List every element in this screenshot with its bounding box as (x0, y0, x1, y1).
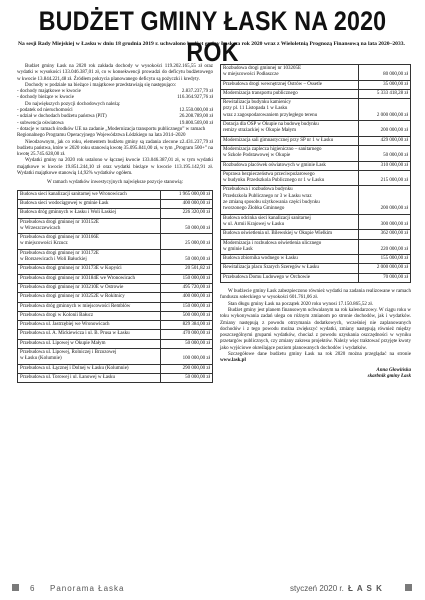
brand-name: Ł A S K (348, 584, 383, 593)
investment-amount: 400 000,00 zł (161, 199, 213, 208)
table-row (221, 145, 411, 161)
investment-amount: 200 000,00 zł (359, 186, 411, 214)
investment-name: Budowa dróg gminnych w Łasku i Woli Łaskiej (18, 209, 161, 218)
investment-amount: 310 000,00 zł (359, 161, 411, 170)
investment-amount: 400 000,00 zł (161, 293, 213, 302)
publication-name: Panorama Łaska (50, 584, 125, 593)
table-row (18, 209, 213, 218)
income-row: - dochody bieżące w kwocie 116.364.927,76 zł (17, 95, 213, 101)
paragraph: Do największych pozycji dochodowych należą: (25, 101, 121, 107)
eu-grant-text: - dotacje w ramach środków UE na zadanie „Modernizacja transportu publicznego” w ramach Regionalnego Programu Operacyjnego Województwa Łódzkiego na lata 2014–2020 2.431.237,79 zł (17, 126, 213, 145)
investment-name: Przebudowa ul. Łącznej i Dolnej w Łasku (Kolumnie) (18, 364, 161, 373)
investment-name: Przebudowa ul. Lipowej, Rolniczej i Brzozowej w Łasku (Kolumnie) (18, 348, 161, 364)
investment-name: Budowa zbiornika wodnego w Łasku (221, 255, 359, 264)
investment-amount: 2 000 000,00 zł (359, 99, 411, 121)
investment-name: Budowa odcinka sieci kanalizacji sanitarnej w ul. Armii Krajowej w Łasku (221, 214, 359, 230)
left-column (17, 64, 213, 383)
paragraph: Szczegółowe dane budżetu gminy Łask na rok 2020 można przeglądać na stronie www.lask.pl (220, 351, 411, 364)
investment-name: Modernizacja i rozbudowa oświetlenia ulicznego w gminie Łask (221, 239, 359, 255)
investment-amount: 20 501,82 zł (161, 265, 213, 274)
investment-amount: 100 000,00 zł (161, 348, 213, 364)
table-row (221, 273, 411, 282)
investment-amount: 25 000,00 zł (161, 234, 213, 250)
investment-name: Rewitalizacja placu Szarych Szeregów w Łasku (221, 264, 359, 273)
page-number: 6 (30, 584, 35, 593)
investment-name: Budowa sieci wodociągowej w gminie Łask (18, 199, 161, 208)
investment-amount: 215 000,00 zł (359, 170, 411, 186)
table-row (221, 239, 411, 255)
paragraph: Stan długu gminy Łask na początek 2020 roku wynosi 17.150.865,52 zł. (228, 301, 373, 307)
investment-name: Przebudowa ul. A. Mickiewicza i ul. B. Prusa w Łasku (18, 330, 161, 339)
investment-amount: 470 000,00 zł (161, 330, 213, 339)
website-link[interactable]: www.lask.pl (220, 358, 246, 364)
investment-amount: 226 320,00 zł (161, 209, 213, 218)
investment-name: Przebudowa drogi gminnej nr 103172E w Borszewicach i Woli Bałuckiej (18, 249, 161, 265)
investment-amount: 300 000,00 zł (359, 214, 411, 230)
table-row (18, 321, 213, 330)
table-row (18, 218, 213, 234)
table-row (18, 265, 213, 274)
table-row (18, 339, 213, 348)
investment-amount: 50 000,00 zł (359, 145, 411, 161)
investment-amount: 50 000,00 zł (161, 373, 213, 382)
investment-name: Przebudowa dróg gminnych w miejscowości Remblów (18, 302, 161, 311)
table-caption: W ramach wydatków inwestycyjnych największe pozycje stanowią: (47, 180, 183, 186)
table-row (18, 249, 213, 265)
investment-amount: 200 000,00 zł (359, 121, 411, 137)
investment-name: Przebudowa drogi gminnej nr 103184E we Wronowicach (18, 274, 161, 283)
footer-square-icon (405, 584, 412, 591)
investment-name: Rozbudowa drogi gminnej nr 103205E w miejscowości Podłaszcze (221, 65, 359, 81)
paragraph: Budżet gminy Łask na 2020 rok zakłada dochody w wysokości 119.202.165,55 zł oraz wydatki w wysokości 133.046.387,01 zł, co w konsekwencji prowadzi do deficytu budżetowego w kwocie 13.844.221,48 zł. Źródłem pokrycia planowanego deficytu są pożyczki i kredyty. (17, 64, 213, 82)
investment-amount: 50 000,00 zł (161, 218, 213, 234)
paragraph: Budżet gminy jest planem finansowym uchwalanym na rok kalendarzowy. W ciągu roku w toku wykonywania zadań ulega on różnym zmianom po stronie dochodów, jak i wydatków. Zmiany następują z powodu otrzymania dodatkowych, wcześniej nie zaplanowanych dochodów i z tego powodu można zwiększyć wydatki, zmiany następują również między poszczególnymi grupami wydatków, chociaż z powodu uzyskania oszczędności w wyniku przetargów publicznych, czy zmiany zakresu projektów. Należy więc traktować przyjęte kwoty jako wyjściowe określające poziom planowanych dochodów i wydatków. (220, 307, 411, 351)
investment-name: Przebudowa drogi wewnętrznej Ostrów – Ossetle (221, 80, 359, 89)
investment-name: Przebudowa Domu Ludowego w Orchowie (221, 273, 359, 282)
paragraph: W budżecie gminy Łask zabezpieczono również wydatki na zadania realizowane w ramach funduszu sołeckiego w wysokości 601.761,06 zł. (220, 289, 411, 301)
investment-name: Przebudowa ul. Jastrzębiej we Wronowicach (18, 321, 161, 330)
table-row (18, 330, 213, 339)
right-column (220, 64, 411, 381)
table-row (18, 190, 213, 199)
table-row (221, 161, 411, 170)
table-row (221, 186, 411, 214)
table-row (18, 293, 213, 302)
investment-amount: 220 000,00 zł (359, 239, 411, 255)
investment-amount: 500 000,00 zł (161, 311, 213, 320)
income-row: - subwencja oświatowa 19.800.569,00 zł (17, 120, 213, 126)
investment-amount: 70 000,00 zł (359, 273, 411, 282)
investment-name: Dotacja dla OSP w Okupie na budowę budynku remizy strażackiej w Okupie Małym (221, 121, 359, 137)
paragraph: Dochody w podziale na bieżące i majątkowe przedstawiają się następująco: (25, 82, 177, 88)
investment-name: Rewitalizacja budynku kamienicy przy pl. 11 Listopada 1 w Łasku wraz z zagospodarowaniem przyległego terenu (221, 99, 359, 121)
investment-amount: 290 000,00 zł (161, 364, 213, 373)
issue-date: styczeń 2020 r. (290, 584, 344, 593)
table-row (18, 234, 213, 250)
table-row (221, 99, 411, 121)
investment-name: Przebudowa drogi gminnej nr 103210E w Ostrowie (18, 283, 161, 292)
table-row (18, 199, 213, 208)
table-row (18, 364, 213, 373)
investment-amount: 1 965 000,00 zł (161, 190, 213, 199)
investment-amount: 80 000,00 zł (359, 65, 411, 81)
income-row: - udział w dochodach budżetu państwa (PIT) 26.208.789,00 zł (17, 114, 213, 120)
footer-square-icon (12, 584, 19, 591)
signature-role: skarbnik gminy Łask (367, 374, 411, 380)
investment-amount: 50 000,00 zł (161, 339, 213, 348)
income-row: - podatek od nieruchomości 12.550.000,00 zł (17, 108, 213, 114)
investment-name: Przebudowa drogi w Kolonii Bałucz (18, 311, 161, 320)
table-row (18, 373, 213, 382)
investment-amount: 362 000,00 zł (359, 230, 411, 239)
investment-name: Modernizacja zaplecza higieniczno – sanitarnego w Szkole Podstawowej w Okupie (221, 145, 359, 161)
investment-amount: 495 720,00 zł (161, 283, 213, 292)
investment-name: Przebudowa drogi gminnej nr 103173E w Kopyści (18, 265, 161, 274)
investment-name: Przebudowa drogi gminnej nr 103166E w miejscowości Krzucz (18, 234, 161, 250)
paragraph: Nieodzownym, jak co roku, elementem budżetu gminy są zadania zlecone z budżetu państwa, które w 2020 roku stanowią kwotę 35.095.841,00 zł, w tym „Program 500+” na kwotę 25.745.628,00 zł. (17, 139, 213, 158)
investment-table (17, 190, 213, 384)
income-row: - dochody majątkowe w kwocie 2.837.237,79 zł (17, 89, 213, 95)
page-title: BUDŻET GMINY ŁASK NA 2020 ROK (38, 6, 387, 67)
investment-amount: 150 000,00 zł (161, 274, 213, 283)
investment-amount: 829 384,00 zł (161, 321, 213, 330)
table-row (221, 214, 411, 230)
table-row (18, 348, 213, 364)
table-row (221, 65, 411, 81)
investment-name: Przebudowa ul. Lipowej w Okupie Małym (18, 339, 161, 348)
table-row (221, 264, 411, 273)
table-row (221, 170, 411, 186)
investment-amount: 150 000,00 zł (161, 302, 213, 311)
table-row (221, 121, 411, 137)
investment-name: Poprawa bezpieczeństwa przeciwpożarowego w budynku Przedszkola Publicznego nr 1 w Łasku (221, 170, 359, 186)
investment-amount: 5 333 418,28 zł (359, 89, 411, 98)
investment-name: Budowa sieci kanalizacji sanitarnej we Wronowicach (18, 190, 161, 199)
table-row (221, 255, 411, 264)
investment-amount: 155 000,00 zł (359, 255, 411, 264)
table-row (18, 274, 213, 283)
investment-amount: 2 000 000,00 zł (359, 264, 411, 273)
table-row (221, 80, 411, 89)
investment-table (220, 64, 411, 283)
page-footer (0, 574, 425, 600)
table-row (18, 311, 213, 320)
investment-name: Budowa oświetlenia ul. Bilewskiej w Okupie Wielkim (221, 230, 359, 239)
table-row (221, 89, 411, 98)
table-row (18, 302, 213, 311)
investment-name: Przebudowa drogi gminnej nr 103252E w Rokitnicy (18, 293, 161, 302)
investment-name: Modernizacja sali gimnastycznej przy SP nr 1 w Łasku (221, 136, 359, 145)
table-row (221, 136, 411, 145)
investment-amount: 50 000,00 zł (161, 249, 213, 265)
table-row (221, 230, 411, 239)
investment-name: Rozbudowa placówek oświatowych w gminie Łask (221, 161, 359, 170)
table-row (18, 283, 213, 292)
investment-amount: 35 000,00 zł (359, 80, 411, 89)
lead-paragraph: Na sesji Rady Miejskiej w Łasku w dniu 18 grudnia 2019 r. uchwalono budżet gminy Łask na rok 2020 wraz z Wieloletnią Prognozą Finansową na lata 2020–2033. (18, 41, 405, 47)
investment-name: Modernizacja transportu publicznego (221, 89, 359, 98)
signature-name: Anna Głowińska (376, 367, 411, 373)
investment-name: Przebudowa i rozbudowa budynku Przedszkola Publicznego nr 3 w Łasku wraz ze zmianą sposobu użytkowania części budynku tworzonego Żłobka Gminnego (221, 186, 359, 214)
signature (220, 368, 411, 381)
investment-name: Przebudowa drogi gminnej nr 103152E w Wrzeszczewicach (18, 218, 161, 234)
investment-amount: 429 000,00 zł (359, 136, 411, 145)
paragraph: Wydatki gminy na 2020 rok ustalono w łącznej kwocie 133.046.387,01 zł, w tym wydatki majątkowe w kwocie 19.851.244,10 zł oraz wydatki bieżące w kwocie 113.195.142,91 zł. Wydatki majątkowe stanowią 14,92% wydatków ogółem. (17, 158, 213, 177)
investment-name: Przebudowa ul. Torowej i ul. Łanowej w Łasku (18, 373, 161, 382)
